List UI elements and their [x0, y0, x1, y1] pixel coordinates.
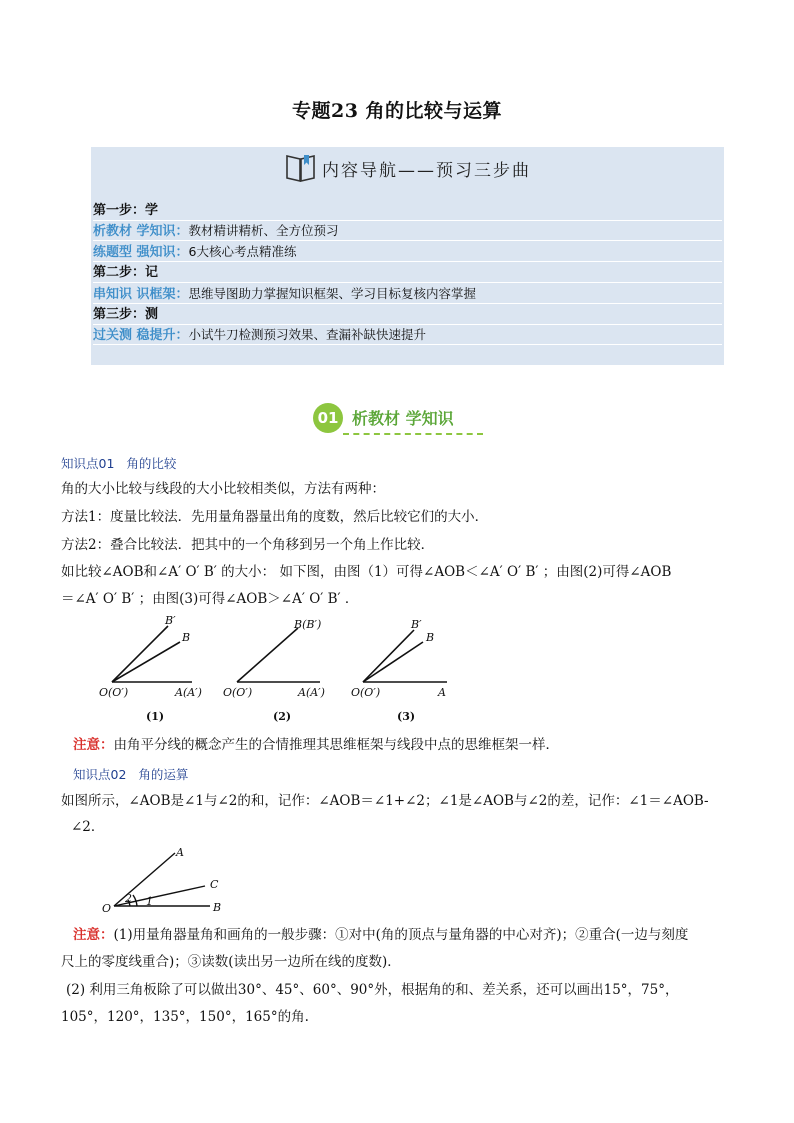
caption-2: (2) — [273, 710, 292, 723]
paragraph-operation-line2: ∠2． — [71, 819, 105, 835]
fig2-label-c: C — [210, 878, 219, 891]
fig2-label-b: B(B′) — [294, 618, 322, 631]
angle-1-label: 1 — [146, 895, 153, 908]
knowledge-point-2: 知识点02 角的运算 — [73, 767, 189, 782]
paragraph-method-2: 方法2：叠合比较法．把其中的一个角移到另一个角上作比较． — [61, 537, 435, 553]
paragraph-intro: 角的大小比较与线段的大小比较相类似，方法有两种： — [61, 481, 385, 497]
section-badge: 01 — [313, 403, 343, 433]
paragraph-example-line2: ＝∠A′ O′ B′ ；由图(3)可得∠AOB＞∠A′ O′ B′ ． — [61, 591, 359, 607]
knowledge-point-1: 知识点01 角的比较 — [61, 456, 177, 471]
fig2-label-o: O — [102, 902, 112, 915]
note-1: 注意：由角平分线的概念产生的合情推理其思维框架与线段中点的思维框架一样． — [73, 737, 559, 753]
nav-item-framework: 串知识 识框架：思维导图助力掌握知识框架、学习目标复核内容掌握 — [93, 284, 722, 304]
fig1-label-b: B — [182, 631, 191, 644]
figure-1 — [112, 626, 192, 682]
book-icon — [284, 152, 318, 184]
caption-1: (1) — [146, 710, 165, 723]
fig2-label-o: O(O′) — [223, 686, 253, 699]
nav-item-study: 析教材 学知识：教材精讲精析、全方位预习 — [93, 221, 722, 241]
paragraph-triangle-ruler-line1: (2) 利用三角板除了可以做出30°、45°、60°、90°外，根据角的和、差关系，还可以画出15°，75°， — [66, 982, 679, 998]
nav-step-2: 第二步：记 — [93, 263, 722, 283]
section-underline — [343, 433, 483, 435]
paragraph-example-line1: 如比较∠AOB和∠A′ O′ B′ 的大小： 如下图，由图（1）可得∠AOB＜∠A′ O′ B′ ；由图(2)可得∠AOB — [61, 564, 672, 580]
fig2-label-a: A — [176, 846, 184, 859]
fig1-label-o: O(O′) — [99, 686, 129, 699]
nav-item-practice: 练题型 强知识：6大核心考点精准练 — [93, 242, 722, 262]
fig2-label-b: B — [213, 901, 222, 914]
fig1-label-a: A(A′) — [175, 686, 202, 699]
paragraph-method-1: 方法1：度量比较法．先用量角器量出角的度数，然后比较它们的大小． — [61, 509, 489, 525]
figure-2 — [237, 628, 320, 682]
angle-sum-figure — [95, 842, 235, 918]
note-2-line2: 尺上的零度线重合)；③读数(读出另一边所在线的度数)． — [61, 954, 401, 970]
nav-item-test: 过关测 稳提升：小试牛刀检测预习效果、查漏补缺快速提升 — [93, 325, 722, 345]
nav-step-1: 第一步：学 — [93, 201, 722, 221]
fig3-label-o: O(O′) — [351, 686, 381, 699]
paragraph-operation-line1: 如图所示，∠AOB是∠1与∠2的和，记作：∠AOB＝∠1+∠2；∠1是∠AOB与∠2的差，记作：∠1＝∠AOB- — [61, 793, 709, 809]
nav-step-3: 第三步：测 — [93, 305, 722, 325]
section-title: 析教材 学知识 — [352, 409, 454, 428]
angle-comparison-figure — [95, 612, 465, 730]
fig2-label-a: A(A′) — [298, 686, 325, 699]
fig3-label-a: A — [438, 686, 446, 699]
fig1-label-b-prime: B′ — [165, 614, 176, 627]
fig3-label-b: B — [426, 631, 435, 644]
note-2-line1: 注意：(1)用量角器量角和画角的一般步骤：①对中(角的顶点与量角器的中心对齐)；②重合(一边与刻度 — [73, 927, 689, 943]
fig3-label-b-prime: B′ — [411, 618, 422, 631]
figure-3 — [363, 630, 447, 682]
page-title: 专题23 角的比较与运算 — [291, 100, 503, 122]
caption-3: (3) — [397, 710, 416, 723]
angle-2-label: 2 — [125, 892, 132, 905]
nav-header-text: 内容导航——预习三步曲 — [322, 160, 531, 181]
paragraph-triangle-ruler-line2: 105°，120°，135°，150°，165°的角. — [61, 1009, 309, 1025]
nav-header — [91, 147, 724, 189]
